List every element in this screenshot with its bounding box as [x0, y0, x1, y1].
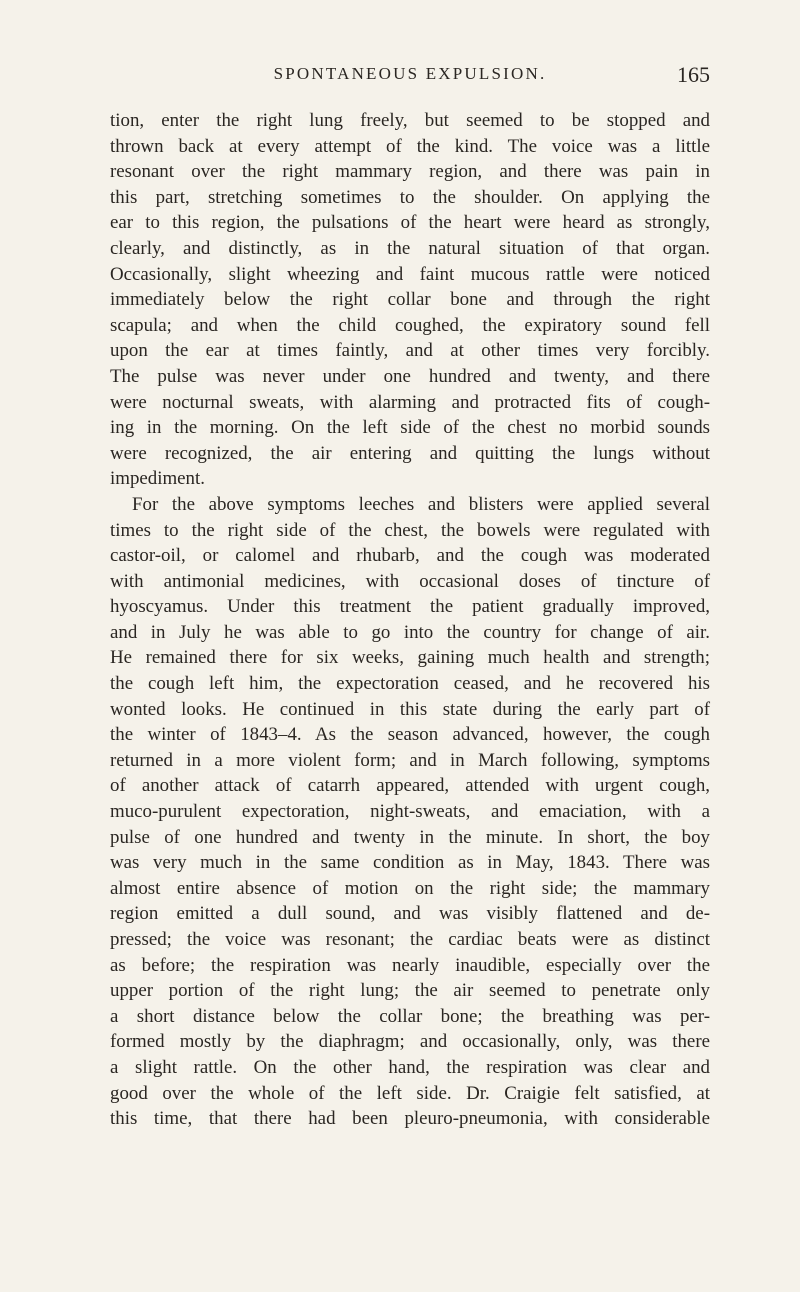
- text-line: a short distance below the collar bone; the breathing was per-: [110, 1005, 710, 1027]
- text-line: impediment.: [110, 468, 205, 490]
- text-line: this time, that there had been pleuro-pneumonia, with considerable: [110, 1108, 710, 1130]
- text-line: formed mostly by the diaphragm; and occasionally, only, was there: [110, 1031, 710, 1053]
- text-line: almost entire absence of motion on the right side; the mammary: [110, 877, 710, 899]
- body-text: [110, 108, 710, 1132]
- text-line: region emitted a dull sound, and was visibly flattened and de-: [110, 903, 710, 925]
- text-line: good over the whole of the left side. Dr. Craigie felt satisfied, at: [110, 1082, 710, 1104]
- text-line: pressed; the voice was resonant; the cardiac beats were as distinct: [110, 929, 710, 950]
- text-line: as before; the respiration was nearly inaudible, especially over the: [110, 954, 710, 976]
- text-line: wonted looks. He continued in this state during the early part of: [110, 698, 710, 720]
- text-line: of another attack of catarrh appeared, attended with urgent cough,: [110, 775, 710, 797]
- text-line: castor-oil, or calomel and rhubarb, and the cough was moderated: [110, 545, 710, 567]
- text-line: pulse of one hundred and twenty in the minute. In short, the boy: [110, 826, 710, 848]
- text-line: with antimonial medicines, with occasional doses of tincture of: [110, 570, 710, 592]
- text-line: ear to this region, the pulsations of the heart were heard as strongly,: [110, 212, 710, 234]
- text-line: the cough left him, the expectoration ceased, and he recovered his: [110, 673, 710, 695]
- text-line: were recognized, the air entering and quitting the lungs without: [110, 442, 710, 464]
- text-line: and in July he was able to go into the country for change of air.: [110, 621, 710, 643]
- text-line: was very much in the same condition as in May, 1843. There was: [110, 852, 710, 874]
- text-line: ing in the morning. On the left side of the chest no morbid sounds: [110, 417, 710, 439]
- text-line: the winter of 1843–4. As the season advanced, however, the cough: [110, 724, 710, 746]
- text-line: hyoscyamus. Under this treatment the patient gradually improved,: [110, 596, 710, 618]
- text-line: thrown back at every attempt of the kind. The voice was a little: [110, 135, 710, 157]
- running-title: SPONTANEOUS EXPULSION.: [273, 64, 547, 83]
- text-line: muco-purulent expectoration, night-sweats, and emaciation, with a: [110, 801, 710, 823]
- text-line: tion, enter the right lung freely, but seemed to be stopped and: [110, 110, 710, 131]
- text-line: upper portion of the right lung; the air seemed to penetrate only: [110, 980, 710, 1002]
- text-line: clearly, and distinctly, as in the natural situation of that organ.: [110, 237, 710, 259]
- text-line: upon the ear at times faintly, and at other times very forcibly.: [110, 340, 710, 362]
- text-line: returned in a more violent form; and in March following, symptoms: [110, 749, 710, 771]
- text-line: scapula; and when the child coughed, the expiratory sound fell: [110, 314, 710, 336]
- text-line: this part, stretching sometimes to the shoulder. On applying the: [110, 186, 710, 208]
- text-line: were nocturnal sweats, with alarming and protracted fits of cough-: [110, 391, 710, 413]
- text-line: The pulse was never under one hundred and twenty, and there: [110, 365, 710, 387]
- text-line: a slight rattle. On the other hand, the respiration was clear and: [110, 1056, 710, 1078]
- page-number: 165: [677, 62, 710, 87]
- text-line: He remained there for six weeks, gaining much health and strength;: [110, 647, 710, 669]
- text-line: Occasionally, slight wheezing and faint mucous rattle were noticed: [110, 263, 710, 285]
- text-line: For the above symptoms leeches and blisters were applied several: [132, 493, 710, 515]
- running-head: [110, 62, 710, 86]
- text-line: immediately below the right collar bone and through the right: [110, 289, 710, 311]
- text-line: times to the right side of the chest, the bowels were regulated with: [110, 519, 710, 541]
- text-line: resonant over the right mammary region, and there was pain in: [110, 161, 710, 183]
